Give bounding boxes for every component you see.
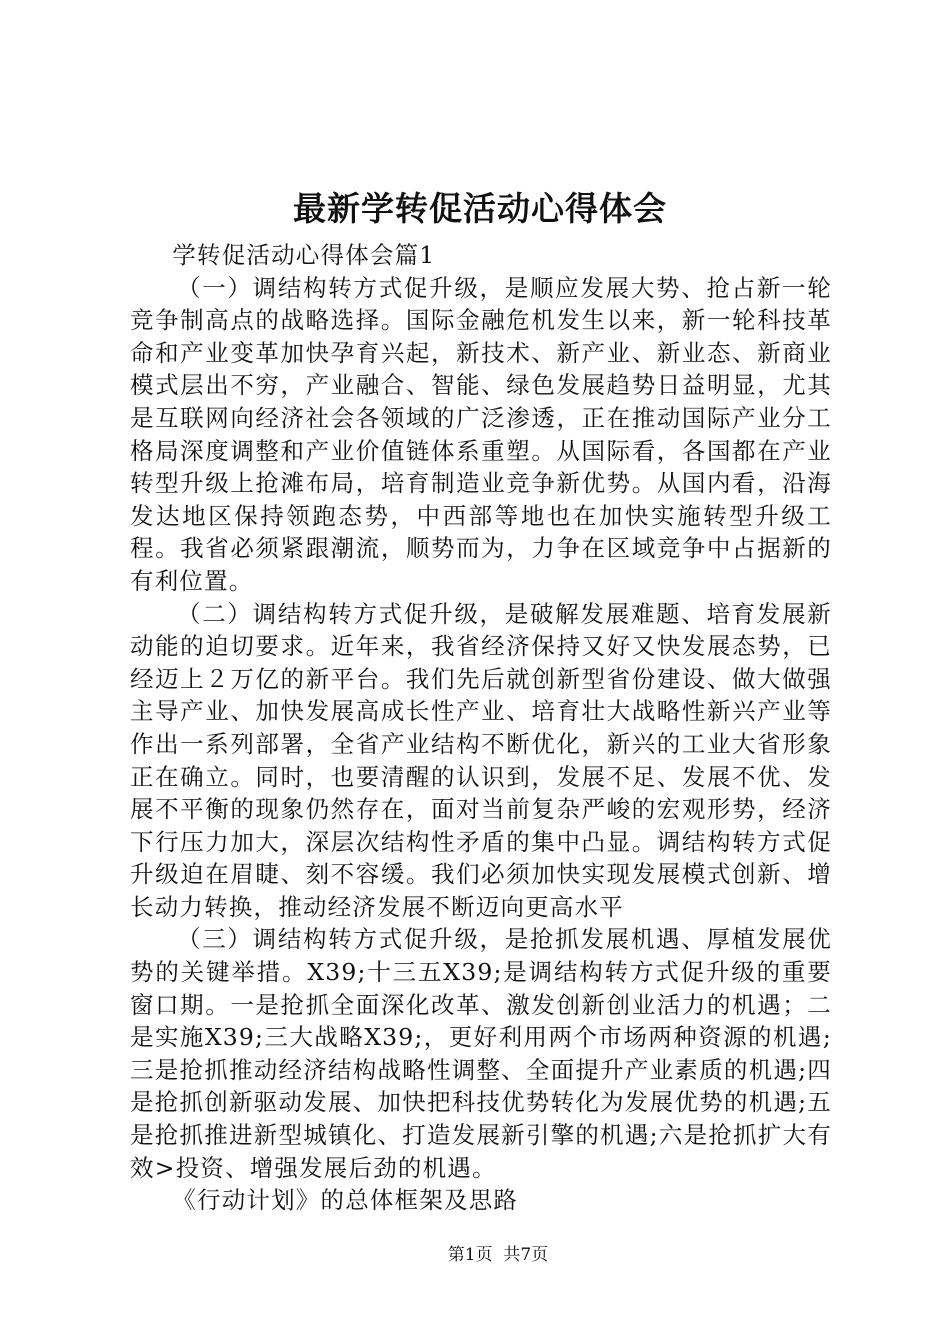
page-total: 共7页: [503, 1245, 549, 1265]
paragraph-3: （三）调结构转方式促升级，是抢抓发展机遇、厚植发展优势的关键举措。X39;十三五X39;是调结构转方式促升级的重要窗口期。一是抢抓全面深化改革、激发创新创业活力的机遇；二是实施X39;三大战略X39;，更好利用两个市场两种资源的机遇;三是抢抓推动经济结构战略性调整、全面提升产业素质的机遇;四是抢抓创新驱动发展、加快把科技优势转化为发展优势的机遇;五是抢抓推进新型城镇化、打造发展新引擎的机遇;六是抢抓扩大有效>投资、增强发展后劲的机遇。: [130, 925, 832, 1182]
page-footer: [0, 1243, 950, 1267]
section-heading: 学转促活动心得体会篇1: [172, 241, 436, 269]
subheading: 《行动计划》的总体框架及思路: [172, 1186, 519, 1215]
document-body: [130, 239, 832, 1217]
paragraph-2: （二）调结构转方式促升级，是破解发展难题、培育发展新动能的迫切要求。近年来，我省经济保持又好又快发展态势，已经迈上２万亿的新平台。我们先后就创新型省份建设、做大做强主导产业、加快发展高成长性产业、培育壮大战略性新兴产业等作出一系列部署，全省产业结构不断优化，新兴的工业大省形象正在确立。同时，也要清醒的认识到，发展不足、发展不优、发展不平衡的现象仍然存在，面对当前复杂严峻的宏观形势，经济下行压力加大，深层次结构性矛盾的集中凸显。调结构转方式促升级迫在眉睫、刻不容缓。我们必须加快实现发展模式创新、增长动力转换，推动经济发展不断迈向更高水平: [130, 599, 832, 921]
page-number: 第1页: [447, 1245, 493, 1265]
document-title: 最新学转促活动心得体会: [293, 189, 667, 228]
paragraph-1: （一）调结构转方式促升级，是顺应发展大势、抢占新一轮竞争制高点的战略选择。国际金融危机发生以来，新一轮科技革命和产业变革加快孕育兴起，新技术、新产业、新业态、新商业模式层出不穷，产业融合、智能、绿色发展趋势日益明显，尤其是互联网向经济社会各领域的广泛渗透，正在推动国际产业分工格局深度调整和产业价值链体系重塑。从国际看，各国都在产业转型升级上抢滩布局，培育制造业竞争新优势。从国内看，沿海发达地区保持领跑态势，中西部等地也在加快实施转型升级工程。我省必须紧跟潮流，顺势而为，力争在区域竞争中占据新的有利位置。: [130, 273, 832, 595]
